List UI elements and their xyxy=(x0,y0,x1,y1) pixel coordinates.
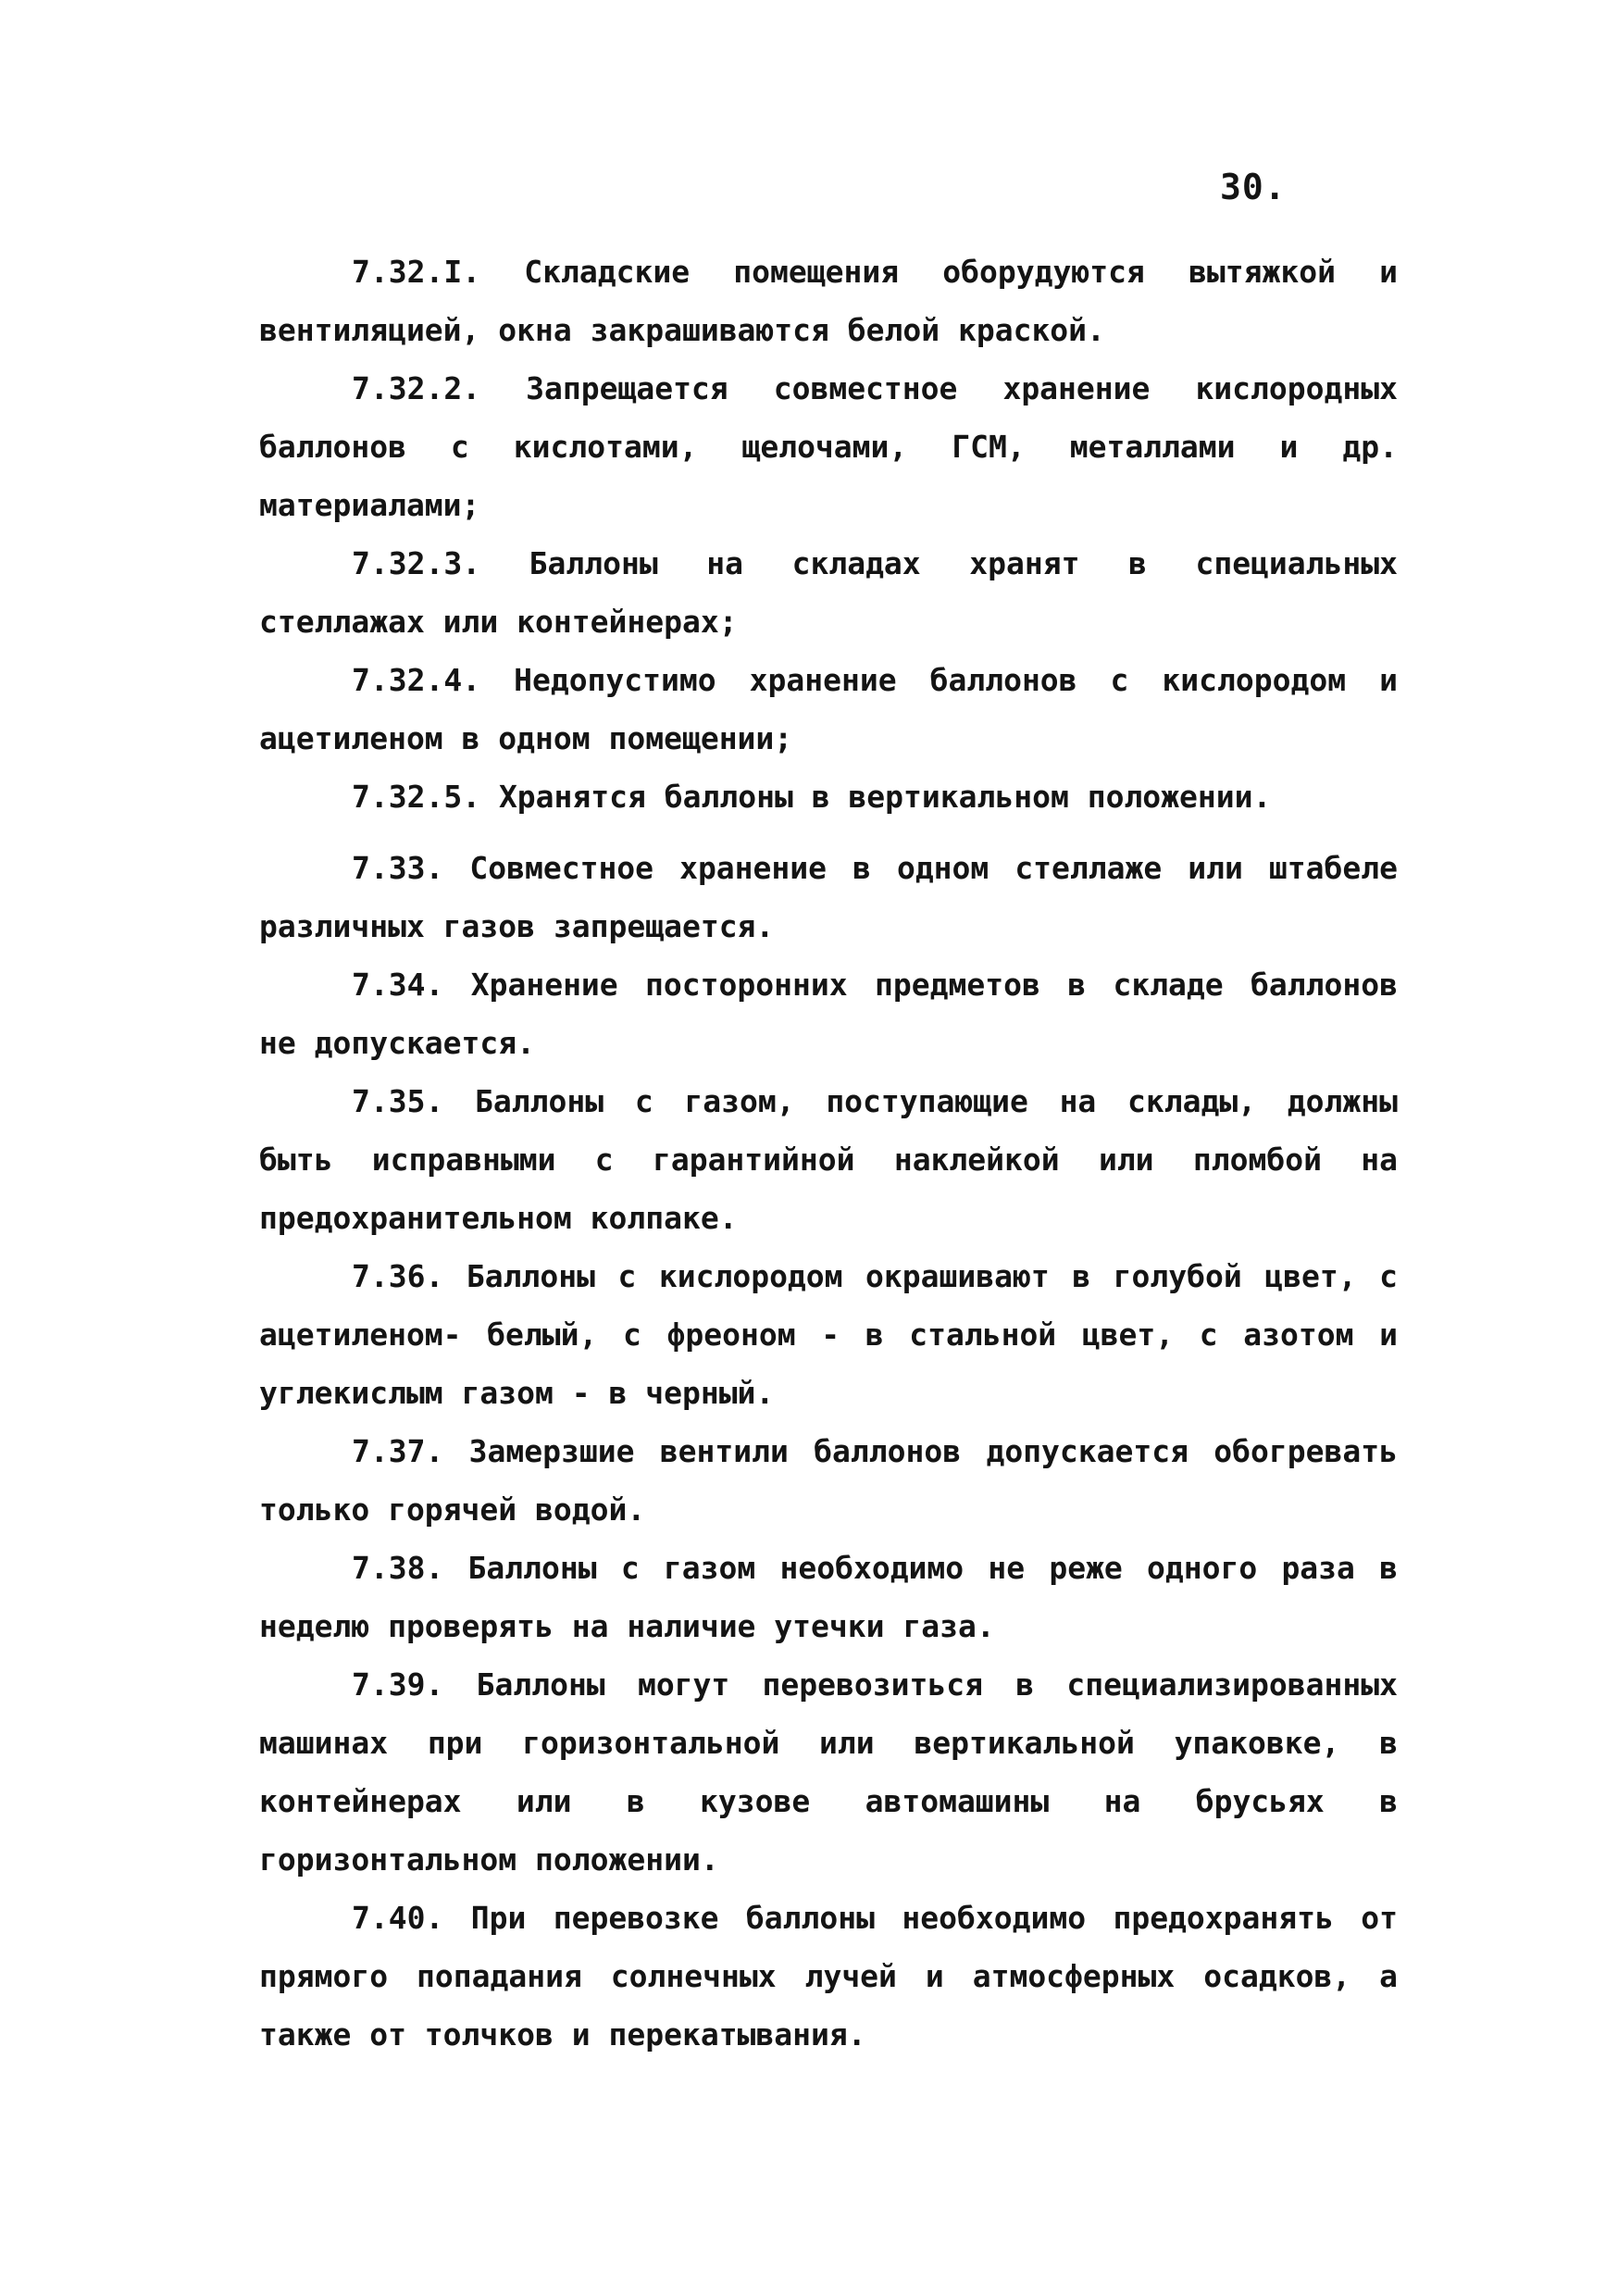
paragraph-7-32-3: 7.32.3. Баллоны на складах хранят в специальных стеллажах или контейнерах; xyxy=(259,545,1398,640)
paragraph-7-34: 7.34. Хранение посторонних предметов в складе баллонов не допускается. xyxy=(259,967,1398,1061)
paragraph-7-39: 7.39. Баллоны могут перевозиться в специализированных машинах при горизонтальной или вертикальной упаковке, в контейнерах или в кузове автомашины на брусьях в горизонтальном положении. xyxy=(259,1666,1398,1878)
paragraph-7-33: 7.33. Совместное хранение в одном стеллаже или штабеле различных газов запрещается. xyxy=(259,850,1398,944)
paragraph-7-32-5: 7.32.5. Хранятся баллоны в вертикальном положении. xyxy=(352,779,1272,815)
paragraph-7-32-4: 7.32.4. Недопустимо хранение баллонов с кислородом и ацетиленом в одном помещении; xyxy=(259,662,1398,756)
paragraph-7-32-2: 7.32.2. Запрещается совместное хранение кислородных баллонов с кислотами, щелочами, ГСМ, металлами и др. материалами; xyxy=(259,370,1398,523)
paragraph-7-35: 7.35. Баллоны с газом, поступающие на склады, должны быть исправными с гарантийной наклейкой или пломбой на предохранительном колпаке. xyxy=(259,1083,1398,1236)
document-body xyxy=(259,243,1398,2064)
paragraph-7-37: 7.37. Замерзшие вентили баллонов допускается обогревать только горячей водой. xyxy=(259,1433,1398,1528)
page-number: 30. xyxy=(1220,167,1287,207)
paragraph-7-36: 7.36. Баллоны с кислородом окрашивают в голубой цвет, с ацетиленом- белый, с фреоном - в стальной цвет, с азотом и углекислым газом - в черный. xyxy=(259,1258,1398,1411)
paragraph-7-32-1: 7.32.I. Складские помещения оборудуются вытяжкой и вентиляцией, окна закрашиваются белой краской. xyxy=(259,254,1398,348)
paragraph-7-40: 7.40. При перевозке баллоны необходимо предохранять от прямого попадания солнечных лучей и атмосферных осадков, а также от толчков и перекатывания. xyxy=(259,1900,1398,2053)
paragraph-7-38: 7.38. Баллоны с газом необходимо не реже одного раза в неделю проверять на наличие утечки газа. xyxy=(259,1550,1398,1644)
